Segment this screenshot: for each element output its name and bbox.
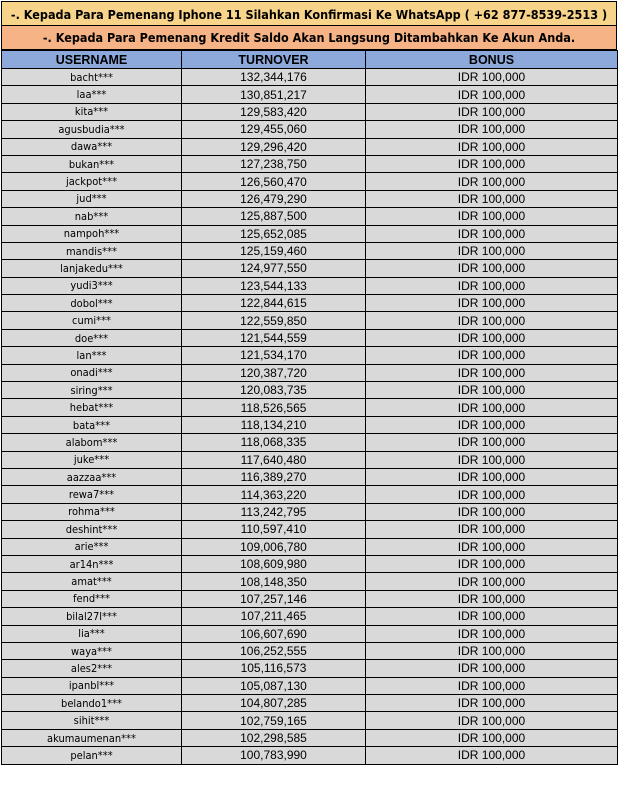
username-cell: yudi3*** xyxy=(2,277,182,294)
bonus-cell: IDR 100,000 xyxy=(366,677,618,694)
username-cell: agusbudia*** xyxy=(2,121,182,138)
turnover-cell: 100,783,990 xyxy=(182,747,366,764)
header-username: USERNAME xyxy=(2,51,182,69)
header-turnover: TURNOVER xyxy=(182,51,366,69)
username-cell: dawa*** xyxy=(2,138,182,155)
bonus-cell: IDR 100,000 xyxy=(366,312,618,329)
username-cell: rohma*** xyxy=(2,503,182,520)
turnover-cell: 104,807,285 xyxy=(182,695,366,712)
bonus-cell: IDR 100,000 xyxy=(366,242,618,259)
table-row xyxy=(2,660,618,677)
turnover-cell: 109,006,780 xyxy=(182,538,366,555)
table-row xyxy=(2,277,618,294)
username-cell: lanjakedu*** xyxy=(2,260,182,277)
turnover-cell: 107,257,146 xyxy=(182,590,366,607)
table-row xyxy=(2,260,618,277)
table-row xyxy=(2,590,618,607)
bonus-cell: IDR 100,000 xyxy=(366,747,618,764)
winners-sheet xyxy=(1,1,617,765)
table-row xyxy=(2,382,618,399)
username-cell: akumaumenan*** xyxy=(2,729,182,746)
username-cell: nab*** xyxy=(2,208,182,225)
table-row xyxy=(2,295,618,312)
bonus-cell: IDR 100,000 xyxy=(366,138,618,155)
table-row xyxy=(2,468,618,485)
table-row xyxy=(2,677,618,694)
table-row xyxy=(2,173,618,190)
username-cell: jackpot*** xyxy=(2,173,182,190)
table-row xyxy=(2,712,618,729)
table-row xyxy=(2,625,618,642)
username-cell: hebat*** xyxy=(2,399,182,416)
bonus-cell: IDR 100,000 xyxy=(366,555,618,572)
turnover-cell: 122,844,615 xyxy=(182,295,366,312)
username-cell: dobol*** xyxy=(2,295,182,312)
turnover-cell: 116,389,270 xyxy=(182,468,366,485)
bonus-cell: IDR 100,000 xyxy=(366,329,618,346)
table-row xyxy=(2,747,618,764)
table-row xyxy=(2,190,618,207)
username-cell: fend*** xyxy=(2,590,182,607)
username-cell: amat*** xyxy=(2,573,182,590)
bonus-cell: IDR 100,000 xyxy=(366,69,618,86)
bonus-cell: IDR 100,000 xyxy=(366,416,618,433)
bonus-cell: IDR 100,000 xyxy=(366,468,618,485)
username-cell: jud*** xyxy=(2,190,182,207)
username-cell: pelan*** xyxy=(2,747,182,764)
bonus-cell: IDR 100,000 xyxy=(366,660,618,677)
username-cell: ar14n*** xyxy=(2,555,182,572)
bonus-cell: IDR 100,000 xyxy=(366,729,618,746)
username-cell: juke*** xyxy=(2,451,182,468)
table-row xyxy=(2,573,618,590)
turnover-cell: 118,068,335 xyxy=(182,434,366,451)
whatsapp-confirmation-banner: -. Kepada Para Pemenang Iphone 11 Silahkan Konfirmasi Ke WhatsApp ( +62 877-8539-2513 ) xyxy=(1,1,617,26)
table-row xyxy=(2,69,618,86)
bonus-cell: IDR 100,000 xyxy=(366,521,618,538)
bonus-cell: IDR 100,000 xyxy=(366,364,618,381)
username-cell: ipanbl*** xyxy=(2,677,182,694)
bonus-cell: IDR 100,000 xyxy=(366,173,618,190)
turnover-cell: 102,298,585 xyxy=(182,729,366,746)
table-row xyxy=(2,416,618,433)
table-row xyxy=(2,86,618,103)
table-row xyxy=(2,312,618,329)
username-cell: alabom*** xyxy=(2,434,182,451)
table-row xyxy=(2,538,618,555)
bonus-cell: IDR 100,000 xyxy=(366,277,618,294)
turnover-cell: 120,387,720 xyxy=(182,364,366,381)
turnover-cell: 110,597,410 xyxy=(182,521,366,538)
turnover-cell: 130,851,217 xyxy=(182,86,366,103)
username-cell: nampoh*** xyxy=(2,225,182,242)
table-row xyxy=(2,486,618,503)
turnover-cell: 125,887,500 xyxy=(182,208,366,225)
turnover-cell: 120,083,735 xyxy=(182,382,366,399)
turnover-cell: 118,134,210 xyxy=(182,416,366,433)
table-row xyxy=(2,242,618,259)
username-cell: onadi*** xyxy=(2,364,182,381)
turnover-cell: 125,652,085 xyxy=(182,225,366,242)
username-cell: mandis*** xyxy=(2,242,182,259)
table-row xyxy=(2,329,618,346)
turnover-cell: 123,544,133 xyxy=(182,277,366,294)
bonus-cell: IDR 100,000 xyxy=(366,695,618,712)
turnover-cell: 113,242,795 xyxy=(182,503,366,520)
table-row xyxy=(2,155,618,172)
username-cell: aazzaa*** xyxy=(2,468,182,485)
turnover-cell: 114,363,220 xyxy=(182,486,366,503)
turnover-cell: 108,148,350 xyxy=(182,573,366,590)
table-row xyxy=(2,729,618,746)
bonus-cell: IDR 100,000 xyxy=(366,451,618,468)
username-cell: deshint*** xyxy=(2,521,182,538)
username-cell: rewa7*** xyxy=(2,486,182,503)
bonus-cell: IDR 100,000 xyxy=(366,590,618,607)
bonus-cell: IDR 100,000 xyxy=(366,642,618,659)
turnover-cell: 129,296,420 xyxy=(182,138,366,155)
turnover-cell: 117,640,480 xyxy=(182,451,366,468)
turnover-cell: 126,560,470 xyxy=(182,173,366,190)
turnover-cell: 108,609,980 xyxy=(182,555,366,572)
table-row xyxy=(2,451,618,468)
header-bonus: BONUS xyxy=(366,51,618,69)
bonus-cell: IDR 100,000 xyxy=(366,573,618,590)
username-cell: bata*** xyxy=(2,416,182,433)
bonus-cell: IDR 100,000 xyxy=(366,225,618,242)
username-cell: belando1*** xyxy=(2,695,182,712)
bonus-cell: IDR 100,000 xyxy=(366,103,618,120)
bonus-cell: IDR 100,000 xyxy=(366,608,618,625)
turnover-cell: 124,977,550 xyxy=(182,260,366,277)
turnover-cell: 129,583,420 xyxy=(182,103,366,120)
turnover-cell: 122,559,850 xyxy=(182,312,366,329)
turnover-cell: 102,759,165 xyxy=(182,712,366,729)
table-row xyxy=(2,695,618,712)
turnover-cell: 121,544,559 xyxy=(182,329,366,346)
username-cell: waya*** xyxy=(2,642,182,659)
bonus-cell: IDR 100,000 xyxy=(366,208,618,225)
table-row xyxy=(2,347,618,364)
username-cell: cumi*** xyxy=(2,312,182,329)
bonus-cell: IDR 100,000 xyxy=(366,399,618,416)
table-row xyxy=(2,503,618,520)
turnover-cell: 121,534,170 xyxy=(182,347,366,364)
username-cell: lia*** xyxy=(2,625,182,642)
username-cell: bacht*** xyxy=(2,69,182,86)
username-cell: arie*** xyxy=(2,538,182,555)
username-cell: bilal27l*** xyxy=(2,608,182,625)
bonus-cell: IDR 100,000 xyxy=(366,260,618,277)
bonus-cell: IDR 100,000 xyxy=(366,190,618,207)
winners-table xyxy=(1,50,618,765)
turnover-cell: 126,479,290 xyxy=(182,190,366,207)
table-row xyxy=(2,642,618,659)
turnover-cell: 105,116,573 xyxy=(182,660,366,677)
bonus-cell: IDR 100,000 xyxy=(366,121,618,138)
table-row xyxy=(2,121,618,138)
turnover-cell: 107,211,465 xyxy=(182,608,366,625)
bonus-cell: IDR 100,000 xyxy=(366,155,618,172)
username-cell: kita*** xyxy=(2,103,182,120)
username-cell: ales2*** xyxy=(2,660,182,677)
bonus-cell: IDR 100,000 xyxy=(366,486,618,503)
table-row xyxy=(2,225,618,242)
username-cell: sihit*** xyxy=(2,712,182,729)
turnover-cell: 125,159,460 xyxy=(182,242,366,259)
bonus-cell: IDR 100,000 xyxy=(366,712,618,729)
username-cell: siring*** xyxy=(2,382,182,399)
bonus-cell: IDR 100,000 xyxy=(366,625,618,642)
bonus-cell: IDR 100,000 xyxy=(366,86,618,103)
username-cell: bukan*** xyxy=(2,155,182,172)
table-row xyxy=(2,138,618,155)
table-row xyxy=(2,208,618,225)
bonus-cell: IDR 100,000 xyxy=(366,295,618,312)
bonus-cell: IDR 100,000 xyxy=(366,503,618,520)
turnover-cell: 118,526,565 xyxy=(182,399,366,416)
table-row xyxy=(2,521,618,538)
bonus-cell: IDR 100,000 xyxy=(366,434,618,451)
table-row xyxy=(2,103,618,120)
table-row xyxy=(2,608,618,625)
table-row xyxy=(2,399,618,416)
table-row xyxy=(2,555,618,572)
turnover-cell: 132,344,176 xyxy=(182,69,366,86)
turnover-cell: 129,455,060 xyxy=(182,121,366,138)
turnover-cell: 106,607,690 xyxy=(182,625,366,642)
username-cell: laa*** xyxy=(2,86,182,103)
bonus-cell: IDR 100,000 xyxy=(366,347,618,364)
turnover-cell: 105,087,130 xyxy=(182,677,366,694)
table-row xyxy=(2,364,618,381)
username-cell: doe*** xyxy=(2,329,182,346)
table-row xyxy=(2,434,618,451)
turnover-cell: 127,238,750 xyxy=(182,155,366,172)
table-header-row xyxy=(2,51,618,69)
bonus-cell: IDR 100,000 xyxy=(366,538,618,555)
username-cell: lan*** xyxy=(2,347,182,364)
credit-balance-banner: -. Kepada Para Pemenang Kredit Saldo Akan Langsung Ditambahkan Ke Akun Anda. xyxy=(1,26,617,50)
bonus-cell: IDR 100,000 xyxy=(366,382,618,399)
turnover-cell: 106,252,555 xyxy=(182,642,366,659)
